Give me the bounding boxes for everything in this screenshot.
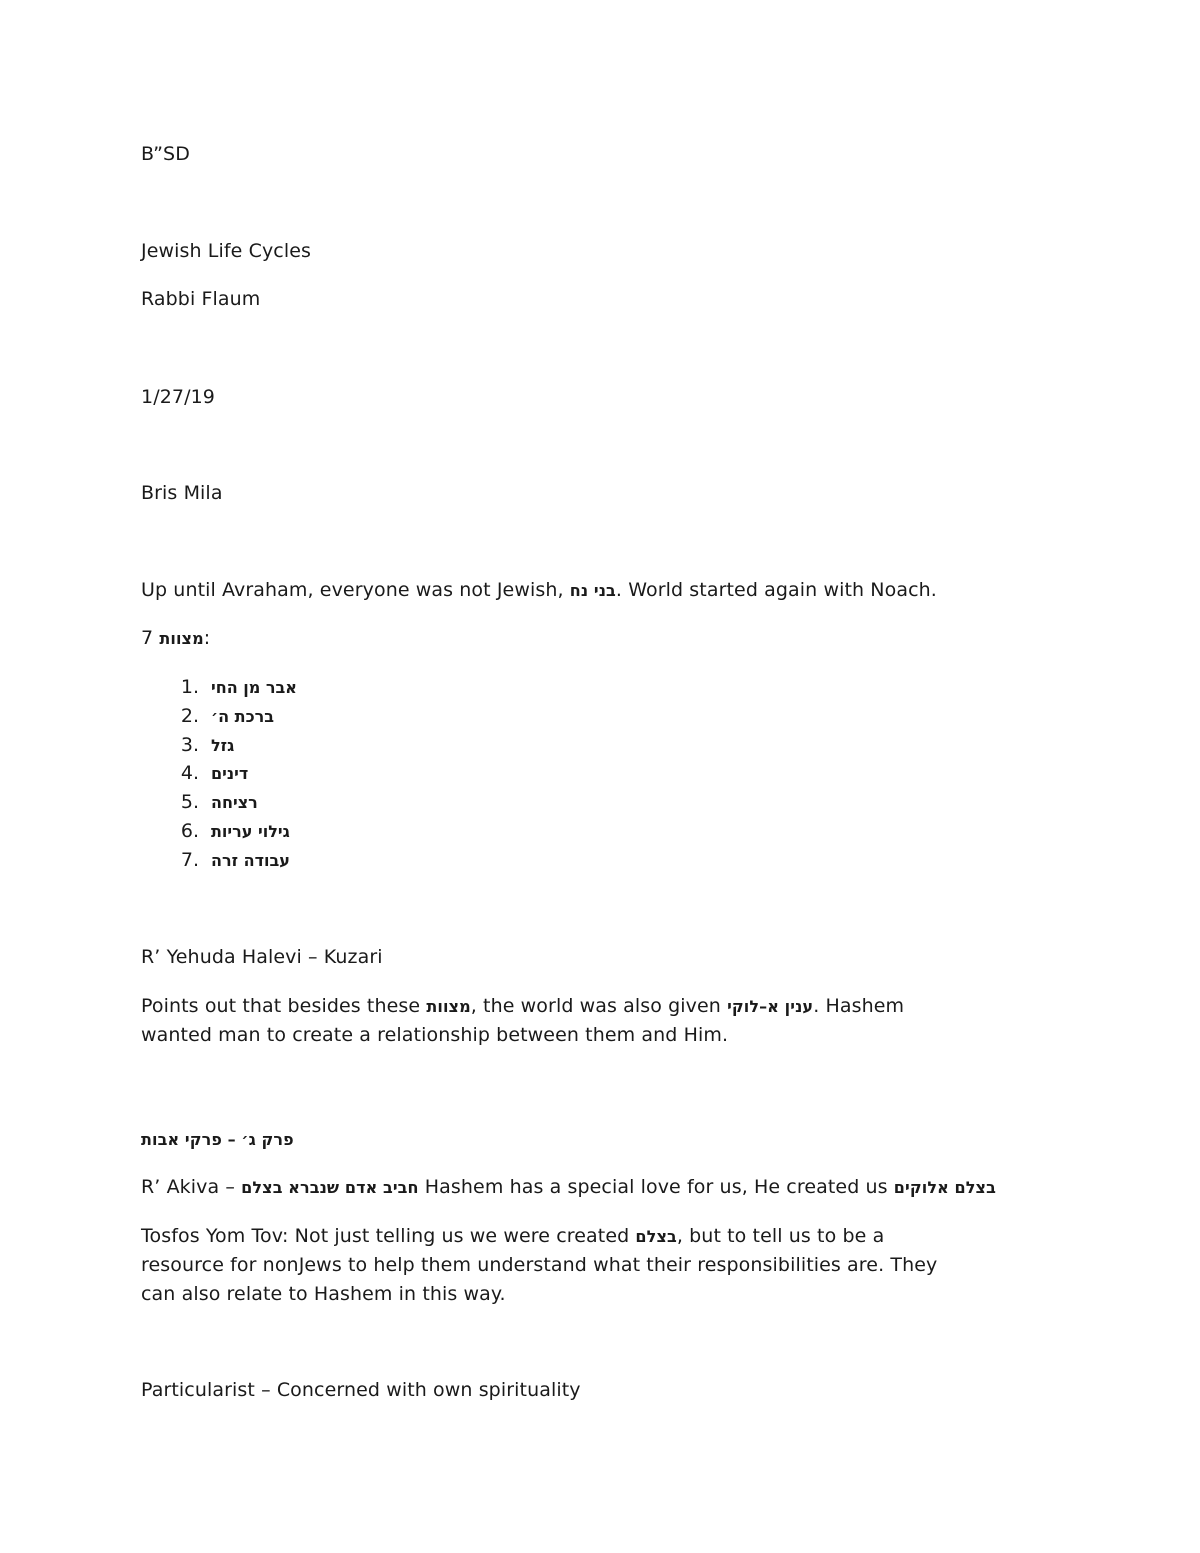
list-number: 4. [180, 762, 199, 784]
intro-hebrew: בני נח [569, 581, 616, 600]
list-item [141, 673, 297, 702]
avos-heading [141, 1125, 294, 1154]
mitzvos-colon: : [203, 627, 211, 649]
list-text: עבודה זרה [211, 851, 290, 870]
list-text: דינים [211, 764, 249, 783]
course-title: Jewish Life Cycles [141, 240, 311, 262]
tosfos-text-b: , but to tell us to be a [676, 1225, 885, 1247]
lecture-date: 1/27/19 [141, 386, 215, 408]
intro-line [141, 576, 937, 605]
kuzari-heading: R’ Yehuda Halevi – Kuzari [141, 946, 383, 968]
list-text: ברכת ה׳ [211, 707, 275, 726]
kuzari-text-b: , the world was also given [470, 995, 728, 1017]
teacher-name: Rabbi Flaum [141, 288, 261, 310]
kuzari-text-c: . Hashem [813, 995, 905, 1017]
list-text: רציחה [211, 793, 258, 812]
akiva-text-b: Hashem has a special love for us, He created us [418, 1176, 894, 1198]
particularist-line: Particularist – Concerned with own spirituality [141, 1379, 581, 1401]
kuzari-hebrew-inyan: ענין א–לוקי [727, 997, 814, 1016]
akiva-line [141, 1173, 996, 1202]
list-number: 7. [180, 849, 199, 871]
topic-heading: Bris Mila [141, 482, 223, 504]
tosfos-line-2: resource for nonJews to help them understand what their responsibilities are. They [141, 1254, 938, 1276]
intro-text-pre: Up until Avraham, everyone was not Jewish, [141, 579, 570, 601]
list-item [141, 788, 258, 817]
list-number: 5. [180, 791, 199, 813]
list-item [141, 731, 234, 760]
kuzari-line-2: wanted man to create a relationship between them and Him. [141, 1024, 729, 1046]
akiva-hebrew-tzelem: בצלם אלוקים [893, 1178, 996, 1197]
bsd-header: B”SD [141, 143, 190, 165]
list-item [141, 846, 290, 875]
mitzvos-heading [141, 624, 210, 653]
tosfos-line-3: can also relate to Hashem in this way. [141, 1283, 506, 1305]
list-number: 3. [180, 734, 199, 756]
tosfos-text-a: Tosfos Yom Tov: Not just telling us we were created [141, 1225, 636, 1247]
kuzari-text-a: Points out that besides these [141, 995, 427, 1017]
kuzari-line-1 [141, 992, 904, 1021]
list-text: אבר מן החי [211, 678, 297, 697]
avos-hebrew-heading: פרק ג׳ – פרקי אבות [141, 1130, 294, 1149]
list-item [141, 817, 290, 846]
list-item [141, 702, 274, 731]
mitzvos-hebrew: מצוות [159, 629, 204, 648]
intro-text-post: . World started again with Noach. [615, 579, 937, 601]
list-number: 2. [180, 705, 199, 727]
list-number: 1. [180, 676, 199, 698]
tosfos-hebrew: בצלם [635, 1227, 677, 1246]
mitzvos-count: 7 [141, 627, 160, 649]
list-text: גזל [211, 736, 235, 755]
list-item [141, 759, 248, 788]
akiva-hebrew-quote: חביב אדם שנברא בצלם [241, 1178, 419, 1197]
list-number: 6. [180, 820, 199, 842]
tosfos-line-1 [141, 1222, 884, 1251]
kuzari-hebrew-mitzvos: מצוות [426, 997, 471, 1016]
akiva-text-a: R’ Akiva – [141, 1176, 242, 1198]
list-text: גילוי עריות [211, 822, 290, 841]
